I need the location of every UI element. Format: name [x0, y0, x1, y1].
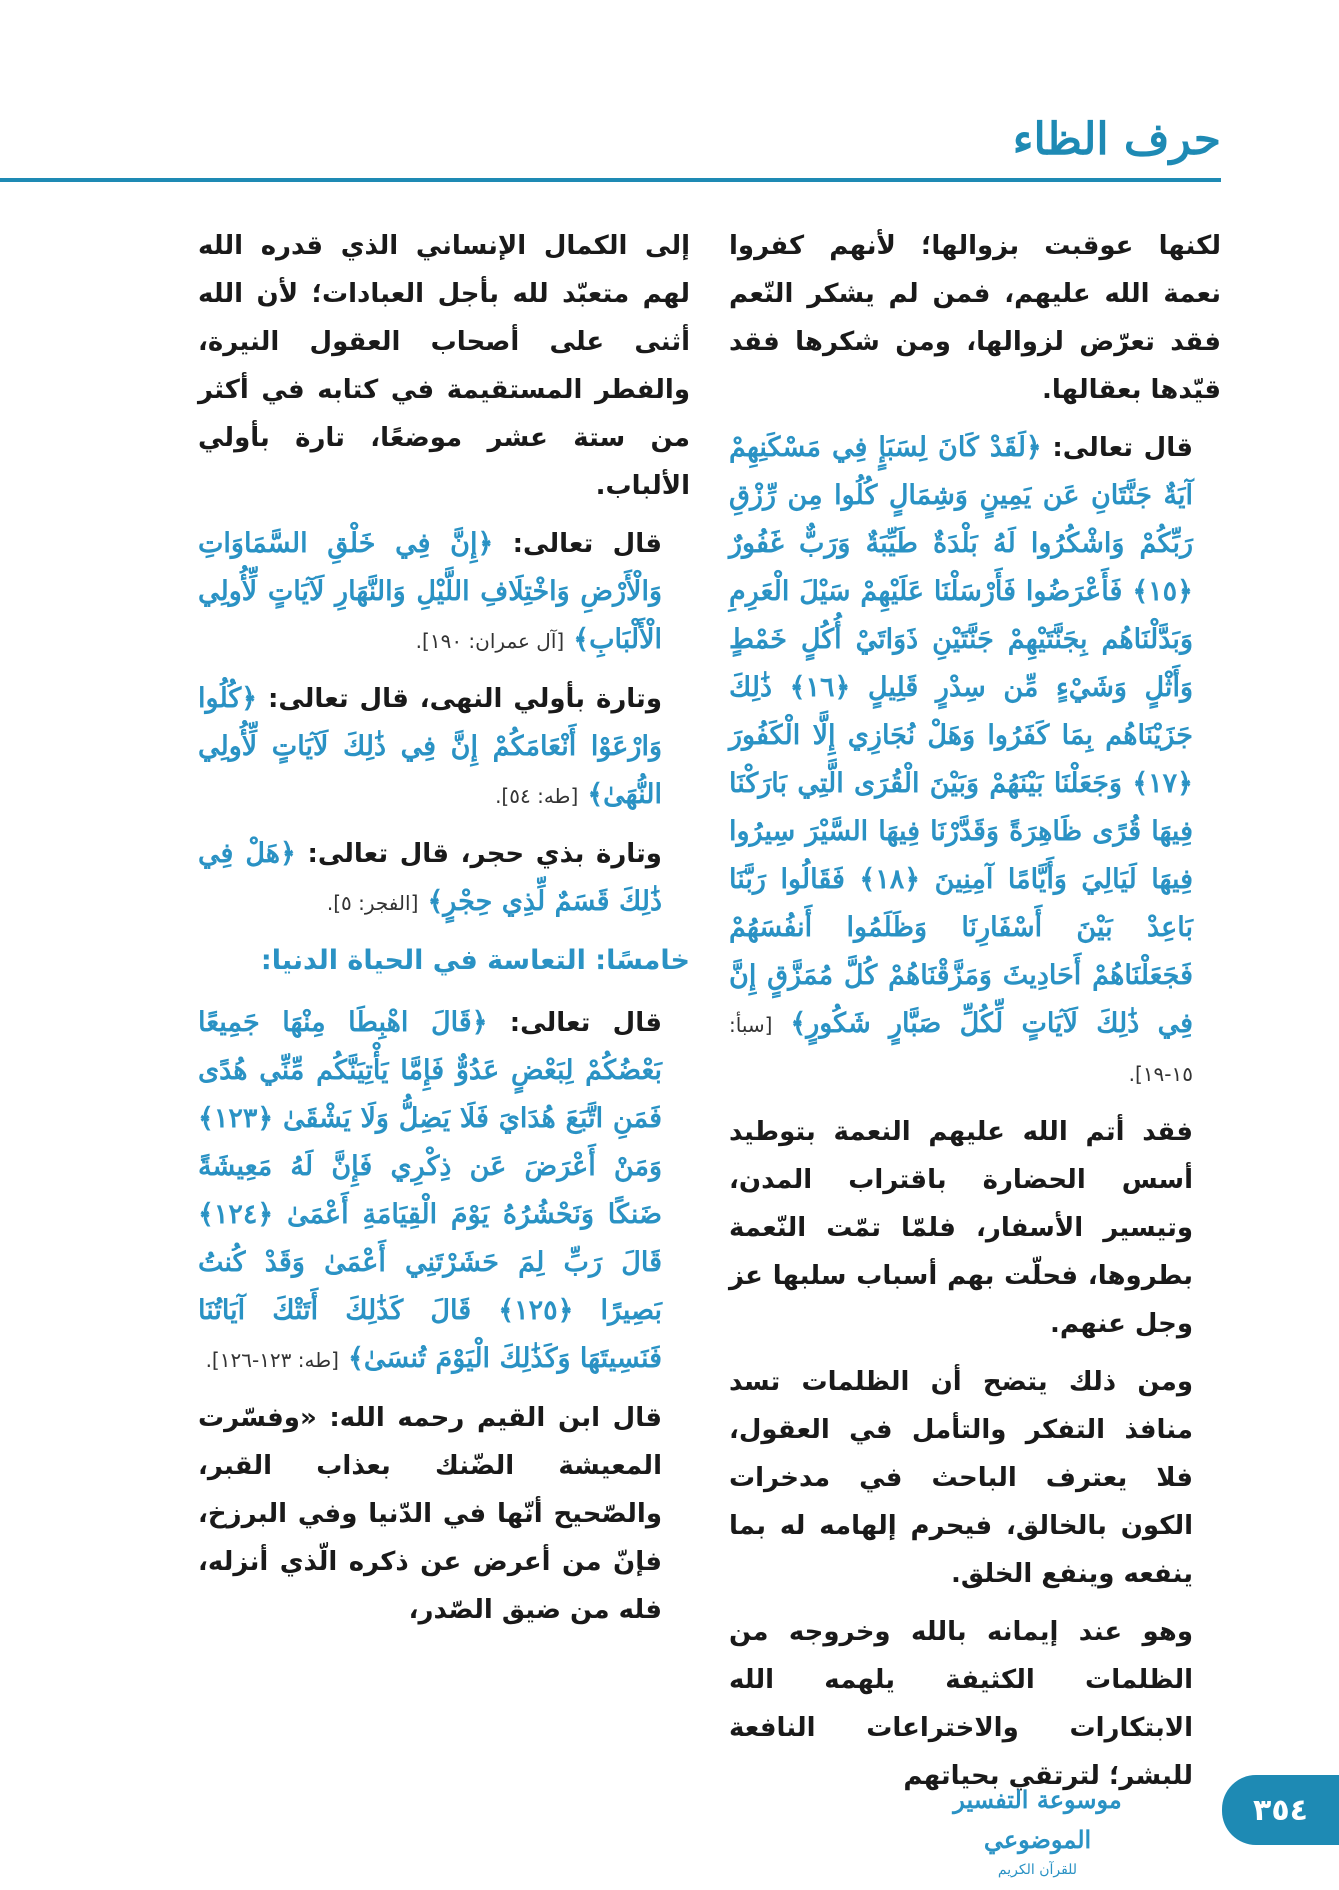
verse-intro: وتارة بأولي النهى، قال تعالى: [267, 684, 662, 714]
verse-reference: [آل عمران: ١٩٠]. [415, 629, 565, 653]
paragraph: فقد أتم الله عليهم النعمة بتوطيد أسس الحضارة باقتراب المدن، وتيسير الأسفار، فلمّا تمّت النّعمة بطروها، فحلّت بهم أسباب سلبها عز وجل عنهم. [729, 1117, 1193, 1339]
verse-intro: قال تعالى: [512, 529, 662, 559]
verse-intro: وتارة بذي حجر، قال تعالى: [307, 839, 662, 869]
verse-paragraph [198, 830, 690, 927]
logo-subtitle: للقرآن الكريم [997, 1862, 1078, 1878]
quran-verse: ﴿قَالَ اهْبِطَا مِنْهَا جَمِيعًا بَعْضُكُمْ لِبَعْضٍ عَدُوٌّ فَإِمَّا يَأْتِيَنَّكُم مِّنِّي هُدًى فَمَنِ اتَّبَعَ هُدَايَ فَلَا يَضِلُّ وَلَا يَشْقَىٰ ﴿١٢٣﴾ وَمَنْ أَعْرَضَ عَن ذِكْرِي فَإِنَّ لَهُ مَعِيشَةً ضَنكًا وَنَحْشُرُهُ يَوْمَ الْقِيَامَةِ أَعْمَىٰ ﴿١٢٤﴾ قَالَ رَبِّ لِمَ حَشَرْتَنِي أَعْمَىٰ وَقَدْ كُنتُ بَصِيرًا ﴿١٢٥﴾ قَالَ كَذَٰلِكَ أَتَتْكَ آيَاتُنَا فَنَسِيتَهَا وَكَذَٰلِكَ الْيَوْمَ تُنسَىٰ﴾ [198, 1007, 662, 1374]
header-rule [0, 178, 1221, 182]
verse-reference: [طه: ٥٤]. [495, 784, 579, 808]
logo-title: موسوعة التفسير الموضوعي [953, 1785, 1122, 1854]
left-column [198, 222, 690, 1644]
verse-intro: قال تعالى: [1052, 433, 1193, 463]
verse-reference: [سبأ: ١٥-١٩]. [729, 1013, 1193, 1086]
paragraph: ومن ذلك يتضح أن الظلمات تسد منافذ التفكر والتأمل في العقول، فلا يعترف الباحث في مدخرات الكون بالخالق، فيحرم إلهامه له بما ينفعه وينفع الخلق. [729, 1367, 1193, 1589]
verse-reference: [طه: ١٢٣-١٢٦]. [205, 1348, 339, 1372]
page-number: ٣٥٤ [1253, 1792, 1308, 1828]
page-title: حرف الظاء [1012, 114, 1221, 165]
page-number-badge [1222, 1775, 1339, 1845]
paragraph: قال ابن القيم رحمه الله: «وفسّرت المعيشة الضّنك بعذاب القبر، والصّحيح أنّها في الدّنيا وفي البرزخ، فإنّ من أعرض عن ذكره الّذي أنزله، فله من ضيق الصّدر، [198, 1403, 662, 1625]
encyclopedia-logo [925, 1780, 1150, 1878]
quran-verse: ﴿كُلُوا وَارْعَوْا أَنْعَامَكُمْ إِنَّ فِي ذَٰلِكَ لَآيَاتٍ لِّأُولِي النُّهَىٰ﴾ [198, 683, 662, 810]
paragraph: لكنها عوقبت بزوالها؛ لأنهم كفروا نعمة الله عليهم، فمن لم يشكر النّعم فقد تعرّض لزوالها، ومن شكرها فقد قيّدها بعقالها. [729, 231, 1221, 405]
section-heading: خامسًا: التعاسة في الحياة الدنيا: [260, 945, 690, 976]
paragraph: إلى الكمال الإنساني الذي قدره الله لهم متعبّد لله بأجل العبادات؛ لأن الله أثنى على أصحاب العقول النيرة، والفطر المستقيمة في كتابه في أكثر من ستة عشر موضعًا، تارة بأولي الألباب. [198, 231, 690, 501]
verse-reference: [الفجر: ٥]. [326, 891, 419, 915]
right-column [729, 222, 1221, 1810]
verse-paragraph [729, 424, 1221, 1098]
verse-paragraph [198, 999, 690, 1384]
verse-paragraph [198, 520, 690, 665]
verse-paragraph [198, 675, 690, 820]
quran-verse: ﴿إِنَّ فِي خَلْقِ السَّمَاوَاتِ وَالْأَرْضِ وَاخْتِلَافِ اللَّيْلِ وَالنَّهَارِ لَآيَاتٍ لِّأُولِي الْأَلْبَابِ﴾ [198, 528, 662, 655]
paragraph: وهو عند إيمانه بالله وخروجه من الظلمات الكثيفة يلهمه الله الابتكارات والاختراعات النافعة للبشر؛ لترتقي بحياتهم [729, 1617, 1193, 1791]
quran-verse: ﴿لَقَدْ كَانَ لِسَبَإٍ فِي مَسْكَنِهِمْ آيَةٌ جَنَّتَانِ عَن يَمِينٍ وَشِمَالٍ كُلُوا مِن رِّزْقِ رَبِّكُمْ وَاشْكُرُوا لَهُ بَلْدَةٌ طَيِّبَةٌ وَرَبٌّ غَفُورٌ ﴿١٥﴾ فَأَعْرَضُوا فَأَرْسَلْنَا عَلَيْهِمْ سَيْلَ الْعَرِمِ وَبَدَّلْنَاهُم بِجَنَّتَيْهِمْ جَنَّتَيْنِ ذَوَاتَيْ أُكُلٍ خَمْطٍ وَأَثْلٍ وَشَيْءٍ مِّن سِدْرٍ قَلِيلٍ ﴿١٦﴾ ذَٰلِكَ جَزَيْنَاهُم بِمَا كَفَرُوا وَهَلْ نُجَازِي إِلَّا الْكَفُورَ ﴿١٧﴾ وَجَعَلْنَا بَيْنَهُمْ وَبَيْنَ الْقُرَى الَّتِي بَارَكْنَا فِيهَا قُرًى ظَاهِرَةً وَقَدَّرْنَا فِيهَا السَّيْرَ سِيرُوا فِيهَا لَيَالِيَ وَأَيَّامًا آمِنِينَ ﴿١٨﴾ فَقَالُوا رَبَّنَا بَاعِدْ بَيْنَ أَسْفَارِنَا وَظَلَمُوا أَنفُسَهُمْ فَجَعَلْنَاهُمْ أَحَادِيثَ وَمَزَّقْنَاهُمْ كُلَّ مُمَزَّقٍ إِنَّ فِي ذَٰلِكَ لَآيَاتٍ لِّكُلِّ صَبَّارٍ شَكُورٍ﴾ [729, 432, 1193, 1039]
verse-intro: قال تعالى: [509, 1008, 662, 1038]
quran-verse: ﴿هَلْ فِي ذَٰلِكَ قَسَمٌ لِّذِي حِجْرٍ﴾ [198, 838, 662, 917]
